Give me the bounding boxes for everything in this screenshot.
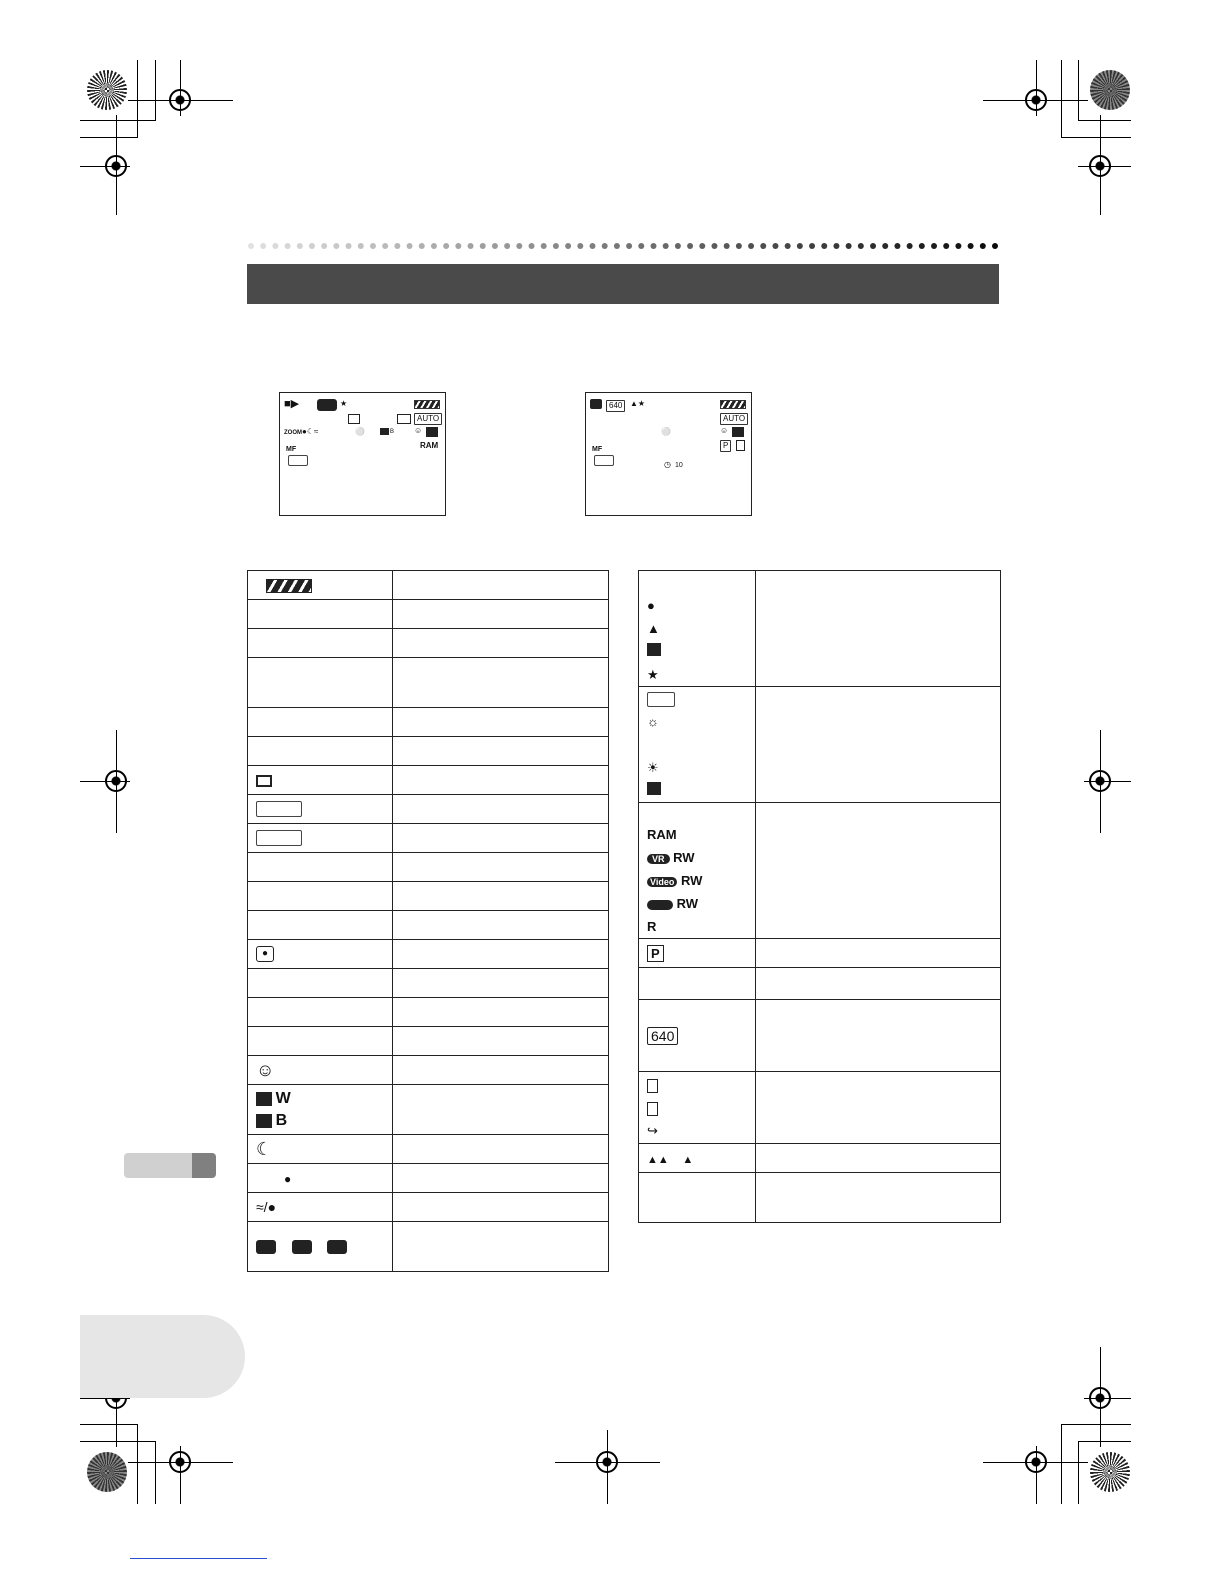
rule-dot <box>809 243 815 249</box>
rule-dot <box>309 243 315 249</box>
rule-dot <box>516 243 522 249</box>
sports-icon: ★ <box>340 399 348 408</box>
rule-dot <box>687 243 693 249</box>
section-side-tab <box>124 1153 216 1178</box>
backlight-icon <box>397 414 411 424</box>
disc-label: RAM <box>420 441 439 450</box>
table-row <box>248 998 609 1027</box>
rule-dot <box>285 243 291 249</box>
empty-pill-icon <box>256 801 302 817</box>
size-640-badge: 640 <box>647 1027 678 1045</box>
rule-dot <box>260 243 266 249</box>
ae-icon <box>732 427 744 437</box>
surf-snow-icon <box>647 640 755 663</box>
registration-mark-icon <box>105 155 127 177</box>
table-row <box>639 1173 1001 1223</box>
scene-black-box-icon <box>317 399 337 411</box>
empty-pill-icon <box>256 830 302 846</box>
table-row <box>248 853 609 882</box>
disc-r-label: R <box>647 919 657 934</box>
face-icon: ☺ <box>414 426 423 435</box>
table-row <box>639 1000 1001 1072</box>
color-target-icon <box>1090 70 1130 110</box>
rule-dot <box>980 243 986 249</box>
rule-dot <box>821 243 827 249</box>
wind-noise-icon: ≈/● <box>256 1199 277 1216</box>
page-number-tab <box>80 1315 245 1398</box>
rule-dot <box>297 243 303 249</box>
disc-blank-icon <box>647 900 673 910</box>
video-camera-icon: ■▶ <box>284 398 300 410</box>
table-row <box>248 824 609 853</box>
photo-mode-screen <box>585 392 752 516</box>
rule-dot <box>785 243 791 249</box>
rule-dot <box>248 243 254 249</box>
table-row <box>248 795 609 824</box>
table-row <box>639 571 1001 687</box>
registration-mark-icon <box>1025 89 1047 111</box>
quality-icon: ▲★ <box>630 399 646 408</box>
table-row <box>248 1085 609 1135</box>
rule-dot <box>455 243 461 249</box>
zoom-mic-label: ZOOM <box>284 430 302 436</box>
cinema-icon <box>348 414 360 424</box>
table-row <box>639 1144 1001 1173</box>
table-row <box>248 969 609 998</box>
color-target-icon <box>1090 1452 1130 1492</box>
registration-mark-icon <box>169 89 191 111</box>
mf-label: MF <box>286 446 297 453</box>
table-row <box>248 708 609 737</box>
mic-icon: ●☾≈ <box>302 427 319 436</box>
white-balance-w-icon <box>256 1092 272 1106</box>
rule-dot <box>833 243 839 249</box>
rule-dot <box>943 243 949 249</box>
quality-normal-icon: ▲ <box>682 1153 694 1166</box>
rule-dot <box>394 243 400 249</box>
registration-mark-icon <box>1025 1451 1047 1473</box>
rule-dot <box>443 243 449 249</box>
rule-dot <box>663 243 669 249</box>
rule-dot <box>675 243 681 249</box>
backlight-icon: ● <box>256 946 274 962</box>
rule-dot <box>919 243 925 249</box>
video-mode-screen <box>279 392 446 516</box>
disc-ram-label: RAM <box>647 827 677 842</box>
black-box-icon <box>256 1240 276 1254</box>
wb-w-label: W <box>275 1089 291 1107</box>
rule-dot <box>565 243 571 249</box>
dotted-rule <box>247 240 999 252</box>
quality-fine-icon: ▲▲ <box>647 1153 669 1166</box>
right-legend-table <box>638 570 1001 1223</box>
rule-dot <box>760 243 766 249</box>
table-row <box>248 766 609 795</box>
rule-dot <box>724 243 730 249</box>
wb-b-label: B <box>275 1111 288 1129</box>
ae-icon <box>426 427 438 437</box>
manual-wb-icon <box>647 779 755 802</box>
auto-badge: AUTO <box>720 413 748 425</box>
rule-dot <box>419 243 425 249</box>
rule-dot <box>590 243 596 249</box>
table-row <box>248 1222 609 1272</box>
size-640-badge: 640 <box>606 400 625 412</box>
registration-mark-icon <box>1089 1387 1111 1409</box>
rule-dot <box>577 243 583 249</box>
table-row <box>639 968 1001 1000</box>
disc-rw-label: RW <box>680 873 703 888</box>
registration-mark-icon <box>169 1451 191 1473</box>
face-icon: ☺ <box>720 426 729 435</box>
table-row <box>639 1072 1001 1144</box>
table-row <box>248 911 609 940</box>
table-row <box>248 737 609 766</box>
table-row <box>248 658 609 708</box>
ois-icon: ⚪ <box>355 427 365 436</box>
rule-dot <box>882 243 888 249</box>
rule-dot <box>480 243 486 249</box>
cinema-icon <box>256 775 272 787</box>
table-row <box>639 687 1001 803</box>
registration-mark-icon <box>1089 770 1111 792</box>
rule-dot <box>797 243 803 249</box>
rule-dot <box>358 243 364 249</box>
disc-vr-label: VR <box>647 854 670 864</box>
p-badge: P <box>647 945 664 962</box>
outdoor-icon: ☀ <box>647 760 659 775</box>
auto-badge: AUTO <box>414 413 442 425</box>
card-access-icon: ↪ <box>647 1123 658 1138</box>
rule-dot <box>370 243 376 249</box>
rule-dot <box>858 243 864 249</box>
table-row <box>248 940 609 969</box>
rule-dot <box>955 243 961 249</box>
rule-dot <box>711 243 717 249</box>
mf-label: MF <box>592 446 603 453</box>
table-row <box>248 629 609 658</box>
night-view-icon: ☾ <box>256 1138 273 1159</box>
table-row <box>248 1135 609 1164</box>
rule-dot <box>650 243 656 249</box>
rule-dot <box>614 243 620 249</box>
empty-pill-icon <box>594 455 614 466</box>
rule-dot <box>492 243 498 249</box>
rule-dot <box>541 243 547 249</box>
rule-dot <box>602 243 608 249</box>
disc-rw-label: RW <box>676 896 699 911</box>
color-target-icon <box>87 1452 127 1492</box>
table-row <box>248 882 609 911</box>
table-row <box>248 1056 609 1085</box>
card-icon <box>736 440 745 451</box>
rule-dot <box>468 243 474 249</box>
registration-mark-icon <box>596 1451 618 1473</box>
registration-mark-icon <box>105 770 127 792</box>
wb-icon <box>380 428 389 435</box>
disc-video-label: Video <box>647 877 677 887</box>
table-row <box>639 803 1001 939</box>
rule-dot <box>431 243 437 249</box>
rule-dot <box>907 243 913 249</box>
camera-icon <box>590 399 602 409</box>
section-heading-bar <box>247 264 999 304</box>
rule-dot <box>626 243 632 249</box>
empty-pill-icon <box>288 455 308 466</box>
rule-dot <box>529 243 535 249</box>
black-box-icon <box>327 1240 347 1254</box>
zoom-mic-icon: ● <box>284 1171 292 1186</box>
sports-icon: ★ <box>647 666 659 682</box>
rule-dot <box>321 243 327 249</box>
spotlight-icon: ▲ <box>647 620 660 636</box>
rule-dot <box>638 243 644 249</box>
rule-dot <box>736 243 742 249</box>
rule-dot <box>407 243 413 249</box>
rule-dot <box>931 243 937 249</box>
rule-dot <box>748 243 754 249</box>
rule-dot <box>504 243 510 249</box>
card-icon <box>647 1079 658 1093</box>
white-balance-b-icon <box>256 1114 272 1128</box>
battery-icon <box>266 579 312 593</box>
wb-b-label: B <box>390 429 395 435</box>
battery-icon <box>720 400 746 409</box>
black-box-icon <box>292 1240 312 1254</box>
soft-skin-icon: ☺ <box>256 1059 275 1080</box>
rule-dot <box>699 243 705 249</box>
table-row <box>248 1164 609 1193</box>
left-legend-table <box>247 570 609 1272</box>
registration-mark-icon <box>1089 155 1111 177</box>
rule-dot <box>846 243 852 249</box>
table-row <box>248 1193 609 1222</box>
table-row <box>248 600 609 629</box>
rule-dot <box>772 243 778 249</box>
battery-icon <box>414 400 440 409</box>
rule-dot <box>894 243 900 249</box>
footer-link-line <box>130 1558 267 1559</box>
table-row <box>248 571 609 600</box>
p-badge: P <box>720 440 731 452</box>
rule-dot <box>992 243 998 249</box>
rule-dot <box>553 243 559 249</box>
indoor-icon: ☼ <box>647 714 659 729</box>
card-icon <box>647 1102 658 1116</box>
portrait-icon: ● <box>647 597 655 613</box>
rule-dot <box>333 243 339 249</box>
table-row <box>248 1027 609 1056</box>
rule-dot <box>968 243 974 249</box>
rule-dot <box>870 243 876 249</box>
ois-icon: ⚪ <box>661 427 671 436</box>
empty-pill-icon <box>647 692 675 707</box>
rule-dot <box>382 243 388 249</box>
self-timer-label: 10 <box>675 462 683 469</box>
color-target-icon <box>87 70 127 110</box>
rule-dot <box>346 243 352 249</box>
rule-dot <box>272 243 278 249</box>
table-row <box>639 939 1001 968</box>
self-timer-icon: ◷ <box>664 460 671 469</box>
disc-rw-label: RW <box>673 850 695 865</box>
